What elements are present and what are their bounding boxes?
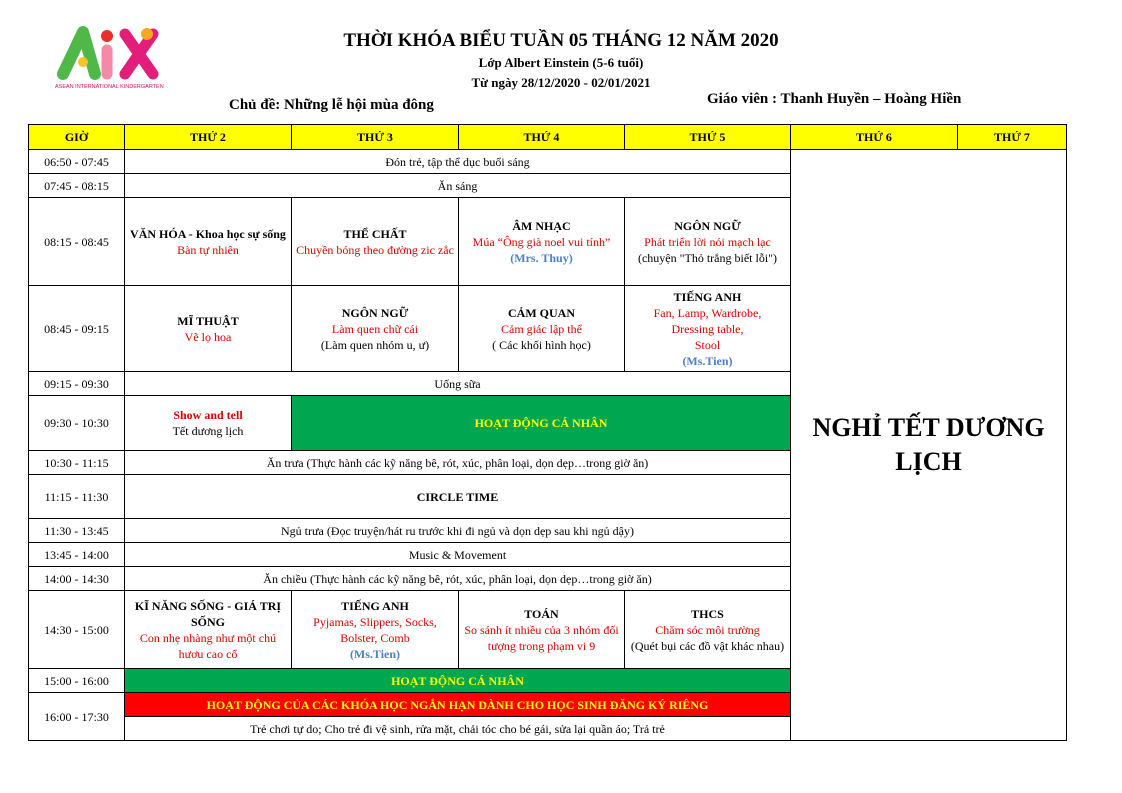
time-cell: 06:50 - 07:45 xyxy=(29,150,125,174)
time-cell: 09:30 - 10:30 xyxy=(29,396,125,451)
lesson-cell xyxy=(625,286,791,372)
lesson-title: NGÔN NGỮ xyxy=(674,218,741,233)
time-cell: 07:45 - 08:15 xyxy=(29,174,125,198)
holiday-line-2: LỊCH xyxy=(895,447,962,476)
lesson-detail: Vẽ lọ hoa xyxy=(184,329,232,344)
time-cell: 15:00 - 16:00 xyxy=(29,669,125,693)
lesson-teacher: (Mrs. Thuy) xyxy=(510,250,573,265)
lesson-title: MĨ THUẬT xyxy=(177,313,239,328)
lesson-detail: Pyjamas, Slippers, Socks, xyxy=(313,614,437,629)
lesson-teacher: (Ms.Tien) xyxy=(349,646,401,661)
lesson-cell xyxy=(459,198,625,286)
time-cell: 14:00 - 14:30 xyxy=(29,567,125,591)
lesson-cell xyxy=(125,396,292,451)
theme-label: Chủ đề: Những lễ hội mùa đông xyxy=(229,97,434,113)
lesson-detail: So sánh ít nhiều của 3 nhóm đối tượng trong phạm vi 9 xyxy=(464,622,619,653)
lesson-title: KĨ NĂNG SỐNG - GIÁ TRỊ SỐNG xyxy=(134,598,282,629)
lesson-title: THỂ CHẤT xyxy=(343,226,407,241)
col-header-thu: THỨ 5 xyxy=(625,125,791,150)
activity-cell: Ăn sáng xyxy=(125,174,791,198)
lesson-detail: Dressing table, xyxy=(671,321,744,336)
individual-activity-cell: HOẠT ĐỘNG CÁ NHÂN xyxy=(292,396,791,451)
lesson-note: (chuyện "Thỏ trắng biết lỗi") xyxy=(637,250,778,265)
lesson-detail: Múa “Ông già noel vui tính” xyxy=(472,234,611,249)
class-name: Lớp Albert Einstein (5-6 tuổi) xyxy=(478,55,644,70)
lesson-detail: Chăm sóc môi trường xyxy=(655,622,760,637)
lesson-detail: Chuyền bóng theo đường zic zắc xyxy=(296,242,454,257)
lesson-title: TIẾNG ANH xyxy=(341,598,409,613)
lesson-title: TIẾNG ANH xyxy=(673,289,742,304)
activity-cell: Trẻ chơi tự do; Cho trẻ đi vệ sinh, rửa mặt, chải tóc cho bé gái, sửa lại quần áo; Trả trẻ xyxy=(125,717,791,741)
header-row xyxy=(29,125,1067,150)
activity-cell: Ăn trưa (Thực hành các kỹ năng bê, rót, xúc, phân loại, dọn dẹp…trong giờ ăn) xyxy=(125,451,791,475)
holiday-line-1: NGHỈ TẾT DƯƠNG xyxy=(812,413,1045,442)
lesson-detail: Cảm giác lập thể xyxy=(501,321,582,336)
activity-cell: Ăn chiều (Thực hành các kỹ năng bê, rót, xúc, phân loại, dọn dẹp…trong giờ ăn) xyxy=(125,567,791,591)
activity-cell: Đón trẻ, tập thể dục buổi sáng xyxy=(125,150,791,174)
time-cell: 11:15 - 11:30 xyxy=(29,475,125,519)
lesson-title: Show and tell xyxy=(173,408,243,422)
lesson-cell xyxy=(459,591,625,669)
lesson-detail: Phát triển lời nói mạch lạc xyxy=(644,234,771,249)
time-cell: 10:30 - 11:15 xyxy=(29,451,125,475)
lesson-cell xyxy=(292,198,459,286)
lesson-cell xyxy=(625,591,791,669)
col-header-time: GIỜ xyxy=(29,125,125,150)
activity-cell: Ngủ trưa (Đọc truyện/hát ru trước khi đi ngủ và dọn dẹp sau khi ngủ dậy) xyxy=(125,519,791,543)
lesson-detail: Con nhẹ nhàng như một chú hươu cao cổ xyxy=(139,630,277,661)
lesson-detail: Tết dương lịch xyxy=(172,424,244,438)
teacher-label: Giáo viên : Thanh Huyền – Hoàng Hiền xyxy=(707,91,962,107)
lesson-title: NGÔN NGỮ xyxy=(341,305,409,320)
lesson-cell xyxy=(625,198,791,286)
lesson-title: CẢM QUAN xyxy=(508,305,575,320)
lesson-detail: Làm quen chữ cái xyxy=(331,321,419,336)
time-cell: 11:30 - 13:45 xyxy=(29,519,125,543)
individual-activity-cell: HOẠT ĐỘNG CÁ NHÂN xyxy=(125,669,791,693)
lesson-cell xyxy=(292,591,459,669)
lesson-title: VĂN HÓA - Khoa học sự sống xyxy=(130,226,286,241)
lesson-note: (Làm quen nhóm u, ư) xyxy=(320,337,430,352)
activity-cell: Music & Movement xyxy=(125,543,791,567)
timetable xyxy=(28,124,1067,741)
col-header-sat: THỨ 7 xyxy=(958,125,1067,150)
lesson-detail: Stool xyxy=(694,337,721,352)
holiday-cell xyxy=(791,150,1067,741)
time-cell: 16:00 - 17:30 xyxy=(29,693,125,741)
lesson-teacher: (Ms.Tien) xyxy=(682,353,733,368)
date-range: Từ ngày 28/12/2020 - 02/01/2021 xyxy=(471,75,651,90)
lesson-cell xyxy=(292,286,459,372)
logo-text: ASEAN INTERNATIONAL KINDERGARTEN xyxy=(55,84,164,90)
short-course-cell: HOẠT ĐỘNG CỦA CÁC KHÓA HỌC NGẮN HẠN DÀNH CHO HỌC SINH ĐĂNG KÝ RIÊNG xyxy=(125,693,791,717)
time-cell: 08:45 - 09:15 xyxy=(29,286,125,372)
col-header-mon: THỨ 2 xyxy=(125,125,292,150)
table-row xyxy=(29,150,1067,174)
col-header-fri: THỨ 6 xyxy=(791,125,958,150)
lesson-note: (Quét bụi các đồ vật khác nhau) xyxy=(630,638,785,653)
lesson-detail: Bolster, Comb xyxy=(340,630,410,645)
lesson-title: ÂM NHẠC xyxy=(512,218,571,233)
activity-cell: Uống sữa xyxy=(125,372,791,396)
lesson-title: THCS xyxy=(691,606,724,621)
lesson-detail: Bàn tự nhiên xyxy=(177,242,239,257)
page-title: THỜI KHÓA BIỂU TUẦN 05 THÁNG 12 NĂM 2020 xyxy=(343,30,779,51)
lesson-title: TOÁN xyxy=(524,606,559,621)
activity-cell: CIRCLE TIME xyxy=(125,475,791,519)
col-header-tue: THỨ 3 xyxy=(292,125,459,150)
time-cell: 09:15 - 09:30 xyxy=(29,372,125,396)
time-cell: 13:45 - 14:00 xyxy=(29,543,125,567)
col-header-wed: THỨ 4 xyxy=(459,125,625,150)
lesson-note: ( Các khối hình học) xyxy=(492,337,591,352)
lesson-cell xyxy=(125,286,292,372)
lesson-cell xyxy=(459,286,625,372)
lesson-detail: Fan, Lamp, Wardrobe, xyxy=(653,305,762,320)
time-cell: 14:30 - 15:00 xyxy=(29,591,125,669)
lesson-cell xyxy=(125,198,292,286)
time-cell: 08:15 - 08:45 xyxy=(29,198,125,286)
lesson-cell xyxy=(125,591,292,669)
